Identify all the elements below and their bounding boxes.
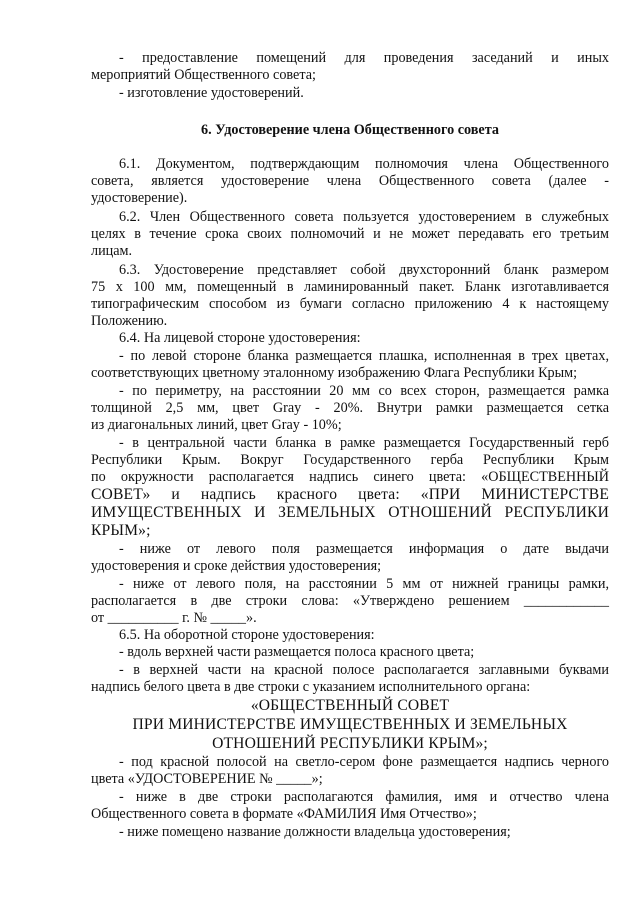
text-line: надпись белого цвета в две строки с указанием исполнительного органа: <box>91 679 531 695</box>
text-line: удостоверение). <box>91 190 188 206</box>
text-line: из диагональных линий, цвет Gray - 10%; <box>91 417 342 433</box>
quoted-line: ОТНОШЕНИЙ РЕСПУБЛИКИ КРЫМ»; <box>212 735 488 752</box>
text-line: совета, является удостоверение члена Общественного совета (далее - <box>91 173 609 189</box>
text-line: - под красной полосой на светло-сером фоне размещается надпись черного <box>119 754 609 770</box>
text-line: - вдоль верхней части размещается полоса красного цвета; <box>119 644 475 660</box>
text-line: 6.2. Член Общественного совета пользуется удостоверением в служебных <box>119 209 609 225</box>
quoted-line: ПРИ МИНИСТЕРСТВЕ ИМУЩЕСТВЕННЫХ И ЗЕМЕЛЬНЫХ <box>132 716 568 733</box>
text-line: 6.4. На лицевой стороне удостоверения: <box>119 330 361 346</box>
text-line: 75 х 100 мм, помещенный в ламинированный пакет. Бланк изготавливается <box>91 279 609 295</box>
text-line: 6.5. На оборотной стороне удостоверения: <box>119 627 375 643</box>
text-line: 6.1. Документом, подтверждающим полномочия члена Общественного <box>119 156 609 172</box>
text-line: Республики Крым. Вокруг Государственного герба Республики Крым <box>91 452 609 468</box>
text-line: 6.3. Удостоверение представляет собой двухсторонний бланк размером <box>119 262 609 278</box>
text-line: Положению. <box>91 313 168 329</box>
text-line: - в центральной части бланка в рамке размещается Государственный герб <box>119 435 609 451</box>
text-line: от __________ г. № _____». <box>91 610 257 626</box>
text-line: типографическим способом из бумаги согласно приложению 4 к настоящему <box>91 296 609 312</box>
text-line: СОВЕТ» и надпись красного цвета: «ПРИ МИНИСТЕРСТВЕ <box>91 486 609 503</box>
text-line: - ниже от левого поля, на расстоянии 5 мм от нижней границы рамки, <box>119 576 609 592</box>
text-line: по окружности располагается надпись синего цвета: «ОБЩЕСТВЕННЫЙ <box>91 469 609 485</box>
text-line: лицам. <box>91 243 133 259</box>
text-line: мероприятий Общественного совета; <box>91 67 316 83</box>
text-line: соответствующих цветному эталонному изображению Флага Республики Крым; <box>91 365 578 381</box>
text-line: ИМУЩЕСТВЕННЫХ И ЗЕМЕЛЬНЫХ ОТНОШЕНИЙ РЕСПУБЛИКИ <box>91 504 609 521</box>
text-line: - ниже помещено название должности владельца удостоверения; <box>119 824 511 840</box>
text-line: - ниже в две строки располагаются фамилия, имя и отчество члена <box>119 789 609 805</box>
text-line: располагается в две строки слова: «Утверждено решением ____________ <box>91 593 609 609</box>
quoted-line: «ОБЩЕСТВЕННЫЙ СОВЕТ <box>250 697 450 714</box>
text-line: - ниже от левого поля размещается информация о дате выдачи <box>119 541 609 557</box>
text-line: - в верхней части на красной полосе располагается заглавными буквами <box>119 662 609 678</box>
text-line: удостоверения и сроке действия удостоверения; <box>91 558 382 574</box>
text-line: КРЫМ»; <box>91 522 151 539</box>
text-line: толщиной 2,5 мм, цвет Gray - 20%. Внутри рамки размещается сетка <box>91 400 609 416</box>
text-line: - предоставление помещений для проведения заседаний и иных <box>119 50 609 66</box>
text-line: - по левой стороне бланка размещается плашка, исполненная в трех цветах, <box>119 348 609 364</box>
section-heading: 6. Удостоверение члена Общественного совета <box>201 122 499 138</box>
text-line: целях в течение срока своих полномочий и не может передавать его третьим <box>91 226 609 242</box>
text-line: - по периметру, на расстоянии 20 мм со всех сторон, размещается рамка <box>119 383 609 399</box>
text-line: - изготовление удостоверений. <box>119 85 304 101</box>
text-line: Общественного совета в формате «ФАМИЛИЯ Имя Отчество»; <box>91 806 477 822</box>
text-line: цвета «УДОСТОВЕРЕНИЕ № _____»; <box>91 771 323 787</box>
